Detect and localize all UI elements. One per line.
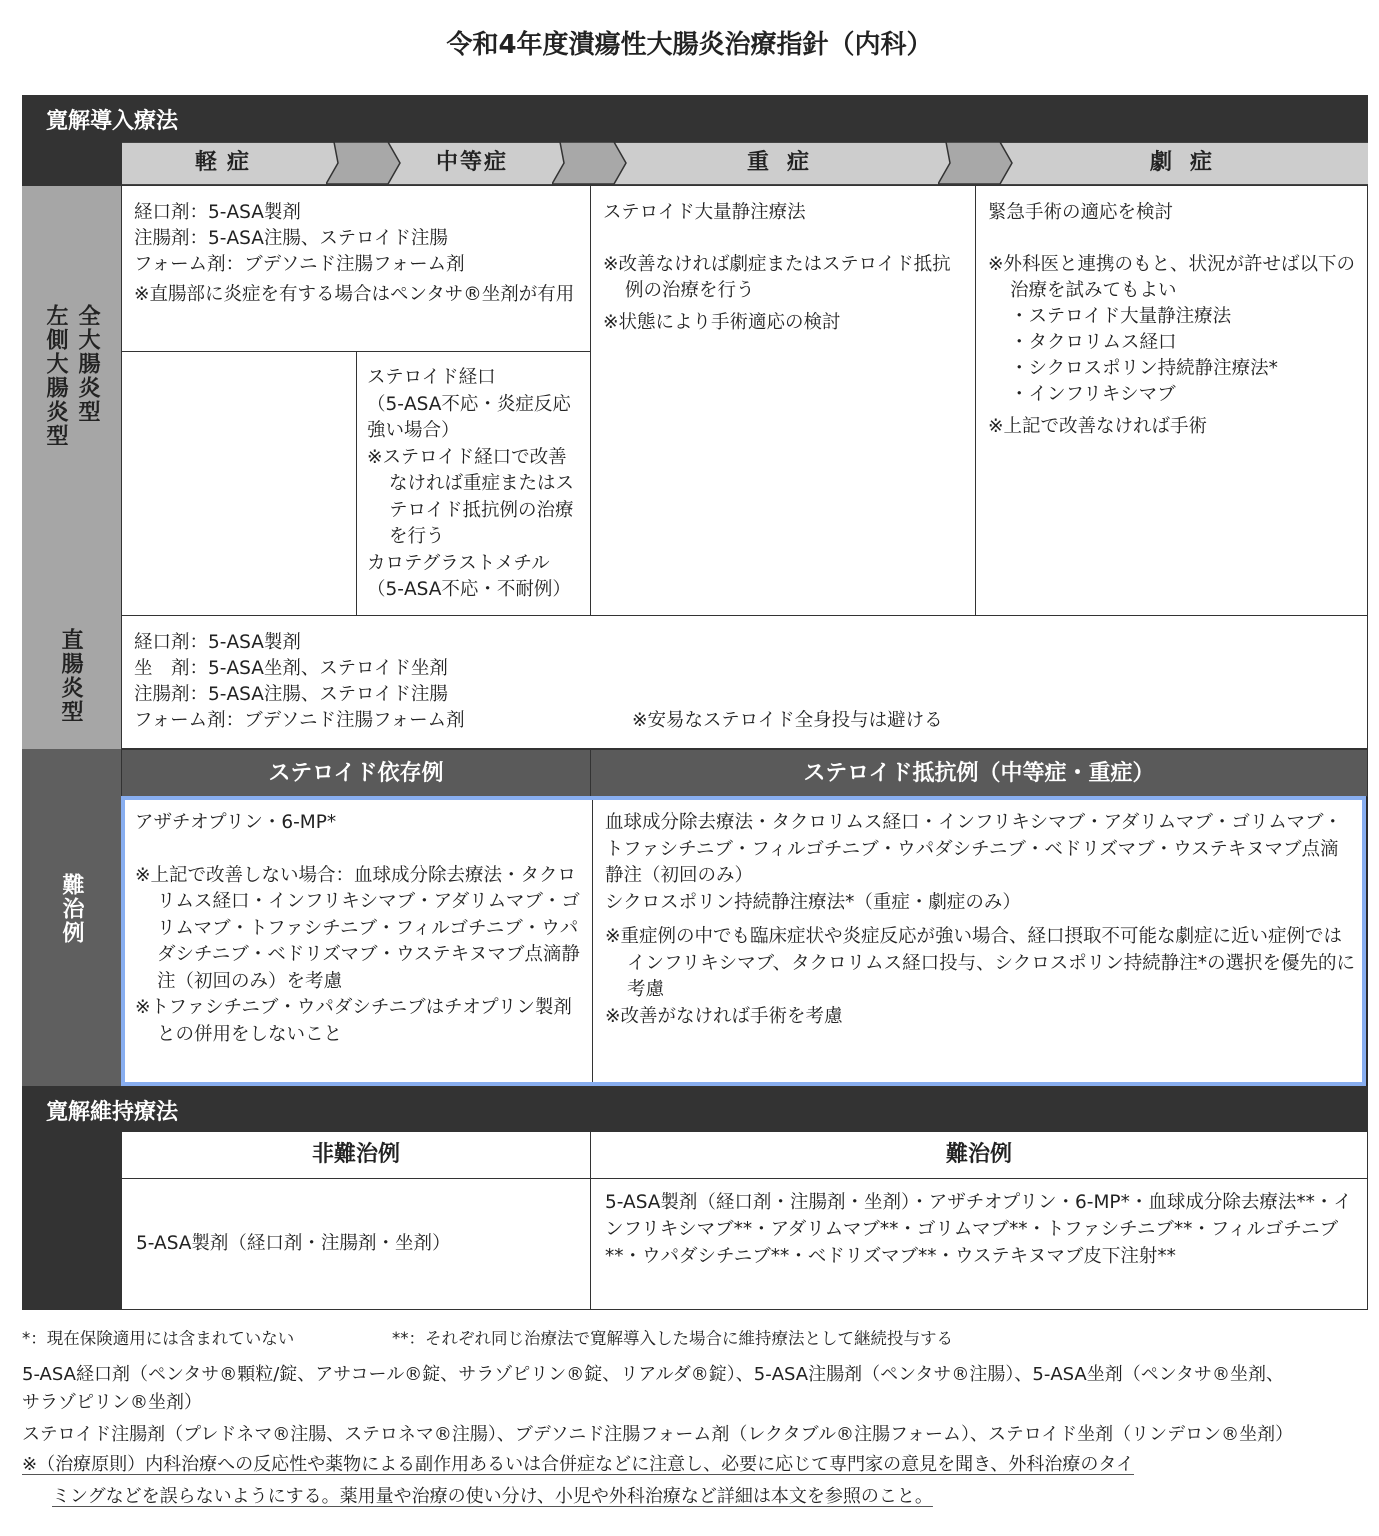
- label-leftsided: 左側大腸炎型: [43, 304, 68, 448]
- subheader-steroid-resistant: ステロイド抵抗例（中等症・重症）: [803, 761, 1155, 786]
- cell-line: 5-ASA製剤（経口剤・注腸剤・坐剤）: [136, 1233, 451, 1254]
- footnote-drugs-line1: 5-ASA経口剤（ペンタサ®顆粒/錠、アサコール®錠、サラゾピリン®錠、リアルダ®錠）、5-ASA注腸剤（ペンタサ®注腸）、5-ASA坐剤（ペンタサ®坐剤、: [22, 1364, 1284, 1385]
- maintenance-header-band: [22, 1086, 1368, 1132]
- cell-line: フォーム剤：ブデソニド注腸フォーム剤: [134, 254, 465, 275]
- principle-line1: ※（治療原則）内科治療への反応性や薬物による副作用あるいは合併症などに注意し、必要に応じて専門家の意見を聞き、外科治療のタイ: [22, 1454, 1134, 1475]
- label-proctitis: 直腸炎型: [58, 628, 83, 724]
- cell-proctitis: [121, 615, 1368, 749]
- label-refractory: 難治例: [59, 873, 84, 945]
- cell-line: ステロイド経口: [367, 367, 496, 388]
- cell-line: 5-ASA製剤（経口剤・注腸剤・坐剤）・アザチオプリン・6-MP*・血球成分除去療法**・インフリキシマブ**・アダリムマブ**・ゴリムマブ**・トファシチニブ**・フィルゴチニブ**・ウパダシチニブ**・ベドリズマブ**・ウステキヌマブ皮下注射**: [605, 1192, 1352, 1267]
- cell-steroid-resistant: [593, 800, 1362, 1082]
- cell-note: ※改善がなければ手術を考慮: [605, 1005, 843, 1027]
- severity-severe: 重症: [746, 150, 827, 175]
- severity-mild: 軽症: [194, 150, 259, 175]
- cell-line: 経口剤：5-ASA製剤: [134, 202, 301, 223]
- cell-maintenance-non-refractory: [121, 1178, 591, 1310]
- cell-note: ※上記で改善なければ手術: [988, 416, 1208, 437]
- induction-header-band: [22, 95, 1368, 142]
- maintenance-header: 寛解維持療法: [46, 1100, 179, 1125]
- footnote-drugs-line2: サラゾピリン®坐剤）: [22, 1392, 202, 1413]
- row-label-proctitis: [22, 616, 122, 749]
- cell-line: （5-ASA不応・炎症反応強い場合）: [367, 393, 571, 441]
- list-item: ・タクロリムス経口: [1010, 332, 1177, 353]
- cell-severe: [590, 185, 976, 616]
- cell-note: ※重症例の中でも臨床症状や炎症反応が強い場合、経口摂取不可能な劇症に近い症例ではインフリキシマブ、タクロリムス経口投与、シクロスポリン持続静注*の選択を優先的に考慮: [605, 926, 1355, 1000]
- cell-line: 経口剤：5-ASA製剤: [134, 632, 301, 653]
- cell-line: フォーム剤：ブデソニド注腸フォーム剤: [134, 710, 465, 731]
- cell-note: ※ステロイド経口で改善なければ重症またはステロイド抵抗例の治療を行う: [367, 446, 575, 547]
- cell-mild-empty: [121, 351, 357, 616]
- maintenance-side: [22, 1132, 122, 1310]
- induction-corner: [22, 142, 122, 186]
- header-non-refractory: 非難治例: [121, 1131, 591, 1179]
- severity-bar: [122, 142, 1368, 185]
- cell-note: ※トファシチニブ・ウパダシチニブはチオプリン製剤との併用をしないこと: [135, 997, 572, 1045]
- severity-moderate: 中等症: [435, 150, 508, 175]
- footnote-double-star: **：それぞれ同じ治療法で寛解導入した場合に維持療法として継続投与する: [392, 1329, 953, 1348]
- cell-line: （5-ASA不応・不耐例）: [367, 579, 571, 600]
- cell-line: 緊急手術の適応を検討: [988, 202, 1174, 223]
- cell-line: 注腸剤：5-ASA注腸、ステロイド注腸: [134, 228, 448, 249]
- cell-line: シクロスポリン持続静注療法*（重症・劇症のみ）: [605, 891, 1021, 913]
- cell-moderate-oral-steroid: [356, 351, 591, 616]
- cell-line: ステロイド大量静注療法: [603, 202, 806, 223]
- cell-mild-moderate-topical: [121, 185, 591, 352]
- chevron-arrow-icon: [326, 142, 406, 185]
- cell-line: 注腸剤：5-ASA注腸、ステロイド注腸: [134, 684, 448, 705]
- severity-fulminant: 劇症: [1149, 150, 1230, 175]
- cell-steroid-dependent: [125, 800, 593, 1082]
- cell-maintenance-refractory: [590, 1178, 1368, 1310]
- list-item: ・シクロスポリン持続静注療法*: [1010, 358, 1278, 379]
- cell-line: 血球成分除去療法・タクロリムス経口・インフリキシマブ・アダリムマブ・ゴリムマブ・トファシチニブ・フィルゴチニブ・ウパダシチニブ・ベドリズマブ・ウステキヌマブ点滴静注（初回のみ）: [605, 812, 1343, 886]
- cell-note: ※状態により手術適応の検討: [603, 312, 841, 333]
- cell-note: ※改善なければ劇症またはステロイド抵抗例の治療を行う: [603, 254, 951, 301]
- induction-header: 寛解導入療法: [46, 109, 179, 134]
- subheader-steroid-dependent: ステロイド依存例: [122, 750, 591, 798]
- cell-line: アザチオプリン・6-MP*: [135, 812, 337, 833]
- cell-note: ※外科医と連携のもと、状況が許せば以下の治療を試みてもよい: [988, 254, 1356, 301]
- refractory-subheader: [121, 749, 1368, 797]
- cell-line: 坐 剤：5-ASA坐剤、ステロイド坐剤: [134, 658, 448, 679]
- proctitis-note: ※安易なステロイド全身投与は避ける: [632, 710, 943, 731]
- list-item: ・ステロイド大量静注療法: [1010, 306, 1232, 327]
- chevron-arrow-icon: [552, 142, 632, 185]
- header-refractory: 難治例: [590, 1131, 1368, 1179]
- cell-note: ※上記で改善しない場合：血球成分除去療法・タクロリムス経口・インフリキシマブ・アダリムマブ・ゴリムマブ・トファシチニブ・フィルゴチニブ・ウパダシチニブ・ベドリズマブ・ウステキヌマブ点滴静注（初回のみ）を考慮: [135, 864, 580, 992]
- refractory-highlight-frame: [121, 796, 1366, 1086]
- footnote-single-star: *：現在保険適用には含まれていない: [22, 1329, 295, 1348]
- cell-note: ※直腸部に炎症を有する場合はペンタサ®坐剤が有用: [134, 284, 575, 305]
- footnote-drugs-line3: ステロイド注腸剤（プレドネマ®注腸、ステロネマ®注腸）、ブデソニド注腸フォーム剤（レクタブル®注腸フォーム）、ステロイド坐剤（リンデロン®坐剤）: [22, 1424, 1294, 1445]
- row-label-refractory: [22, 749, 122, 1086]
- page-title: 令和4年度潰瘍性大腸炎治療指針（内科）: [446, 30, 933, 60]
- row-label-pancolitis-leftsided: [22, 186, 122, 616]
- chevron-arrow-icon: [938, 142, 1018, 185]
- label-pancolitis: 全大腸炎型: [75, 304, 100, 424]
- principle-line2: ミングなどを誤らないようにする。薬用量や治療の使い分け、小児や外科治療など詳細は本文を参照のこと。: [52, 1486, 933, 1507]
- list-item: ・インフリキシマブ: [1010, 384, 1176, 405]
- cell-fulminant: [975, 185, 1368, 616]
- cell-line: カロテグラストメチル: [367, 552, 550, 574]
